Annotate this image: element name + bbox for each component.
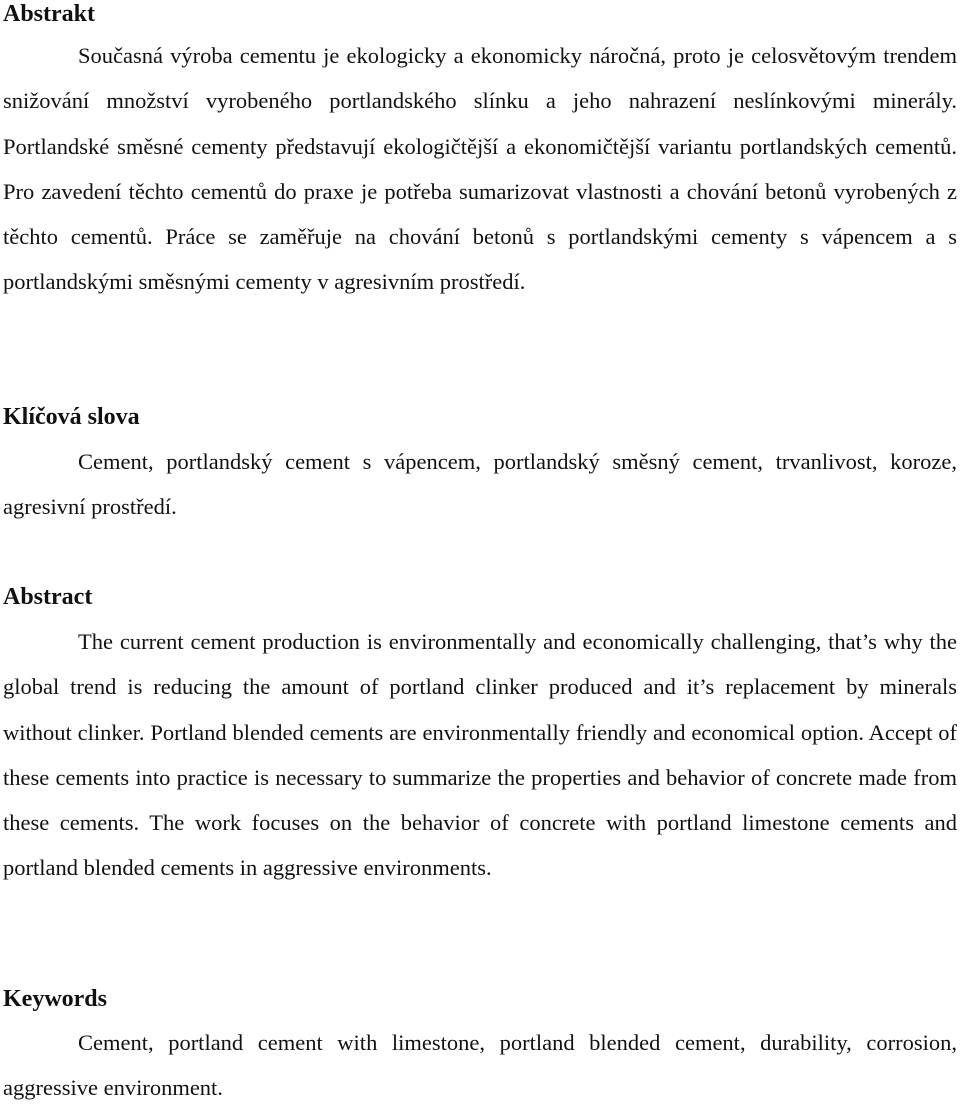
abstrakt-paragraph: Současná výroba cementu je ekologicky a ekonomicky náročná, proto je celosvětovým trendem snižování množství vyrobeného portlandského slínku a jeho nahrazení neslínkovými minerály. Portlandské směsné cementy představují ekologičtější a ekonomičtější variantu portlandských cementů. Pro zavedení těchto cementů do praxe je potřeba sumarizovat vlastnosti a chování betonů vyrobených z těchto cementů. Práce se zaměřuje na chování betonů s portlandskými cementy s vápencem a s portlandskými směsnými cementy v agresivním prostředí. [3, 43, 957, 295]
klicova-slova-heading: Klíčová slova [3, 404, 140, 430]
klicova-slova-paragraph: Cement, portlandský cement s vápencem, portlandský směsný cement, trvanlivost, koroze, agresivní prostředí. [3, 449, 957, 520]
abstract-heading: Abstract [3, 584, 93, 610]
abstract-paragraph: The current cement production is environmentally and economically challenging, that’s why the global trend is reducing the amount of portland clinker produced and it’s replacement by minerals without clinker. Portland blended cements are environmentally friendly and economical option. Accept of these cements into practice is necessary to summarize the properties and behavior of concrete made from these cements. The work focuses on the behavior of concrete with portland limestone cements and portland blended cements in aggressive environments. [3, 629, 957, 881]
keywords-paragraph: Cement, portland cement with limestone, portland blended cement, durability, corrosion, aggressive environment. [3, 1030, 957, 1101]
keywords-heading: Keywords [3, 986, 107, 1012]
abstrakt-heading: Abstrakt [3, 1, 96, 27]
